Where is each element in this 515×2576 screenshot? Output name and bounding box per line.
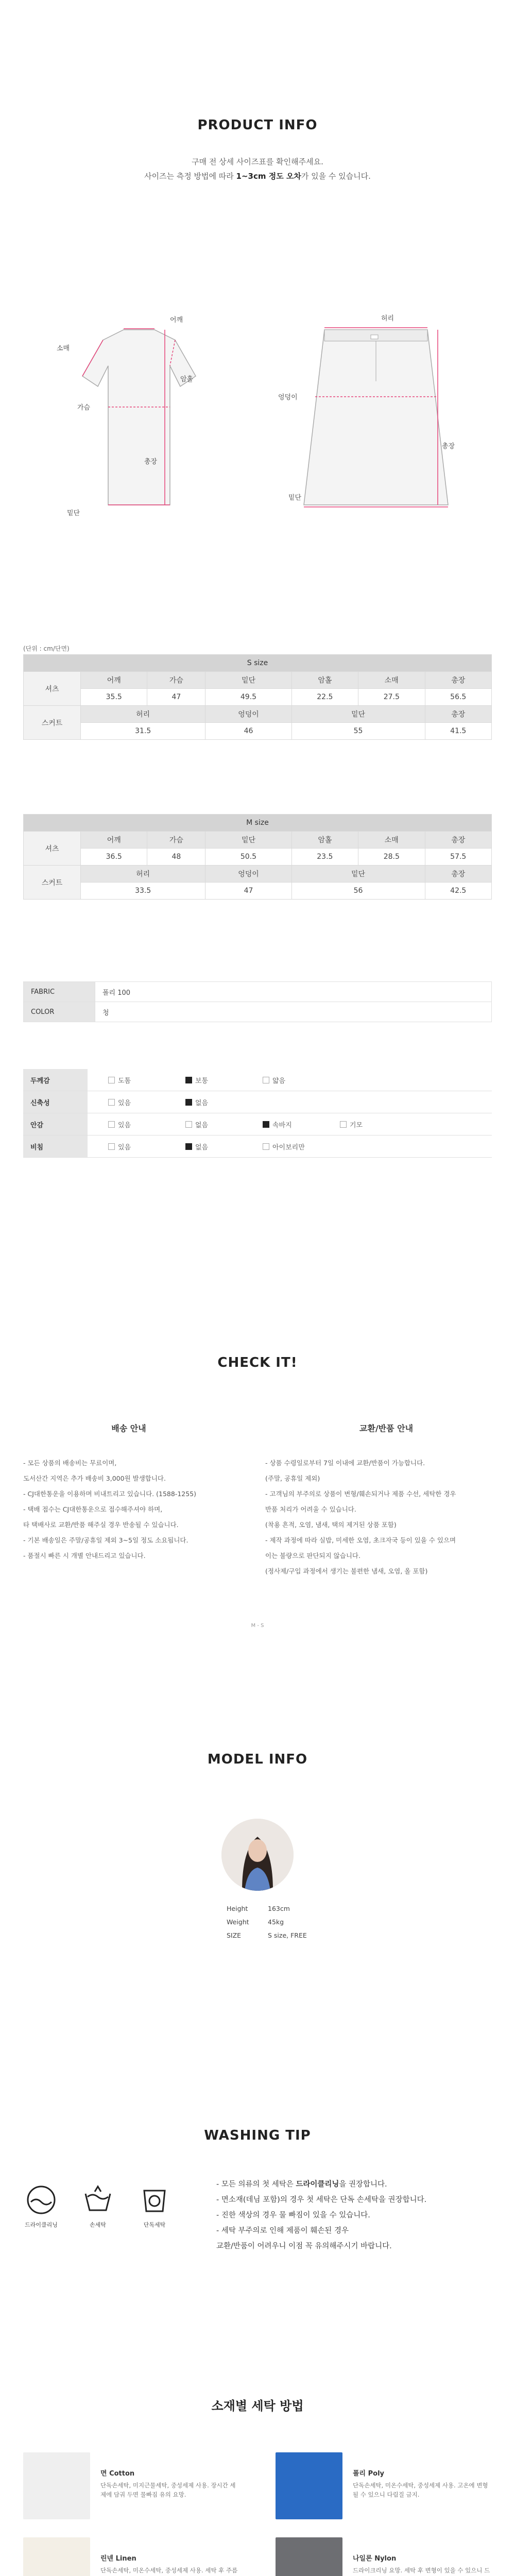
skirt-size-diagram xyxy=(278,309,474,546)
separate-wash-icon xyxy=(134,2184,175,2229)
property-option xyxy=(108,1142,185,1151)
skirt-label-waist: 허리 xyxy=(381,315,394,323)
note-line: (착용 흔적, 오염, 냄새, 택의 제거된 상품 포함) xyxy=(265,1521,397,1529)
fabric-card xyxy=(276,2452,497,2540)
col-header: 어깨 xyxy=(81,832,147,849)
unchecked-box-icon xyxy=(340,1121,347,1128)
delivery-notes xyxy=(23,1455,245,1564)
unchecked-box-icon xyxy=(263,1143,269,1150)
model-info-key: SIZE xyxy=(227,1931,242,1939)
skirt-label-length: 총장 xyxy=(442,443,455,450)
col-header: 암홀 xyxy=(291,832,358,849)
fabric-name: 나일론 Nylon xyxy=(353,2555,397,2563)
col-header: 밑단 xyxy=(291,866,425,883)
property-option-label: 있음 xyxy=(118,1099,131,1107)
model-info-rows xyxy=(227,1902,330,1942)
properties-table xyxy=(23,1069,492,1158)
col-header: 소매 xyxy=(358,672,425,689)
diagram-label-sleeve: 소매 xyxy=(57,345,70,352)
checked-box-icon xyxy=(185,1099,192,1106)
delivery-title: 배송 안내 xyxy=(111,1423,146,1433)
model-info-value: 45kg xyxy=(268,1918,284,1926)
product-info-line2: 사이즈는 측정 방법에 따라 1~3cm 정도 오차가 있을 수 있습니다. xyxy=(144,172,371,181)
size-table-title: M size xyxy=(24,815,492,832)
property-option-label: 보통 xyxy=(195,1077,209,1085)
fabric-desc: 단독손세탁, 미온수세탁, 중성세제 사용. 세탁 후 주름 xyxy=(100,2567,238,2574)
fabric-label: FABRIC xyxy=(24,982,95,1002)
note-line: 반품 처리가 어려울 수 있습니다. xyxy=(265,1505,356,1513)
cell-value: 23.5 xyxy=(291,849,358,866)
cell-value: 22.5 xyxy=(291,689,358,706)
note-line: 이는 불량으로 판단되지 않습니다. xyxy=(265,1552,360,1560)
property-option xyxy=(185,1097,263,1107)
row-label-skirt: 스커트 xyxy=(24,866,81,900)
model-info-row xyxy=(227,1916,330,1929)
note-line: - 택배 접수는 CJ대한통운으로 접수해주셔야 하며, xyxy=(23,1505,163,1513)
cell-value: 28.5 xyxy=(358,849,425,866)
property-option-label: 없음 xyxy=(195,1143,209,1151)
note-line: - 상품 수령일로부터 7일 이내에 교환/반품이 가능합니다. xyxy=(265,1459,425,1467)
cell-value: 27.5 xyxy=(358,689,425,706)
property-option xyxy=(263,1120,340,1129)
property-option-label: 얇음 xyxy=(272,1077,286,1085)
fabric-card xyxy=(23,2452,245,2540)
model-info-key: Height xyxy=(227,1905,248,1912)
property-option-label: 있음 xyxy=(118,1121,131,1129)
row-label-top: 셔츠 xyxy=(24,832,81,866)
property-option xyxy=(185,1142,263,1151)
property-option-label: 기모 xyxy=(350,1121,363,1129)
cell-value: 56.5 xyxy=(425,689,492,706)
fabric-swatch xyxy=(23,2452,90,2519)
skirt-label-hip: 엉덩이 xyxy=(278,394,298,401)
model-photo xyxy=(221,1819,294,1891)
diagram-label-hem: 밑단 xyxy=(67,510,80,517)
fabric-card xyxy=(23,2537,245,2576)
handwash-icon xyxy=(77,2184,118,2229)
cell-value: 49.5 xyxy=(205,689,291,706)
check-it-title: CHECK IT! xyxy=(217,1355,298,1370)
property-row xyxy=(23,1136,492,1158)
col-header: 소매 xyxy=(358,832,425,849)
color-label: COLOR xyxy=(24,1002,95,1022)
row-label-skirt: 스커트 xyxy=(24,706,81,740)
property-option-label: 속바지 xyxy=(272,1121,292,1129)
checked-box-icon xyxy=(185,1143,192,1150)
col-header: 엉덩이 xyxy=(205,706,291,723)
col-header: 어깨 xyxy=(81,672,147,689)
cell-value: 46 xyxy=(205,723,291,740)
checked-box-icon xyxy=(185,1077,192,1083)
fabric-name: 린넨 Linen xyxy=(100,2555,136,2563)
model-info-row xyxy=(227,1929,330,1942)
color-value: 청 xyxy=(95,1002,492,1022)
handwash-label: 손세탁 xyxy=(90,2222,106,2228)
col-header: 총장 xyxy=(425,832,492,849)
property-option-label: 도톰 xyxy=(118,1077,131,1085)
note-line: (주말, 공휴일 제외) xyxy=(265,1475,320,1482)
unchecked-box-icon xyxy=(108,1143,115,1150)
cell-value: 57.5 xyxy=(425,849,492,866)
fabric-desc: 단독손세탁, 미지근물세탁, 중성세제 사용. 장시간 세제에 담궈 두면 물빠짐 유의 요망. xyxy=(100,2482,236,2498)
property-option-label: 있음 xyxy=(118,1143,131,1151)
cell-value: 47 xyxy=(205,883,291,900)
product-info-title: PRODUCT INFO xyxy=(197,117,318,133)
top-size-diagram xyxy=(46,309,232,546)
note-line: - 품절시 빠른 시 개별 안내드리고 있습니다. xyxy=(23,1552,146,1560)
property-option xyxy=(108,1120,185,1129)
note-line: - 모든 상품의 배송비는 무료이며, xyxy=(23,1459,117,1467)
note-line: - 기본 배송일은 주말/공휴일 제외 3~5일 정도 소요됩니다. xyxy=(23,1536,188,1544)
note-line: - 제작 과정에 따라 실밥, 미세한 오염, 초크자국 등이 있을 수 있으며 xyxy=(265,1536,456,1544)
col-header: 총장 xyxy=(425,866,492,883)
diagram-label-chest: 가슴 xyxy=(77,404,91,412)
unchecked-box-icon xyxy=(108,1099,115,1106)
property-option xyxy=(263,1075,340,1085)
row-label-top: 셔츠 xyxy=(24,672,81,706)
cell-value: 48 xyxy=(147,849,205,866)
cell-value: 31.5 xyxy=(81,723,205,740)
product-info-line1: 구매 전 상세 사이즈표를 확인해주세요. xyxy=(192,157,323,166)
fabric-color-table xyxy=(23,981,492,1022)
property-row xyxy=(23,1091,492,1113)
fabric-value: 폴리 100 xyxy=(95,982,492,1002)
diagram-label-armhole: 암홀 xyxy=(180,376,194,383)
diagram-label-shoulder: 어깨 xyxy=(170,316,183,324)
model-info-value: S size, FREE xyxy=(268,1931,307,1939)
page-mark: M - S xyxy=(251,1623,264,1629)
model-info-title: MODEL INFO xyxy=(207,1752,308,1767)
col-header: 총장 xyxy=(425,706,492,723)
model-info-key: Weight xyxy=(227,1918,249,1926)
model-info-row xyxy=(227,1902,330,1916)
property-row xyxy=(23,1069,492,1091)
checked-box-icon xyxy=(263,1121,269,1128)
fabric-name: 폴리 Poly xyxy=(353,2470,385,2478)
col-header: 가슴 xyxy=(147,832,205,849)
col-header: 허리 xyxy=(81,706,205,723)
cell-value: 42.5 xyxy=(425,883,492,900)
col-header: 엉덩이 xyxy=(205,866,291,883)
dryclean-icon xyxy=(21,2184,62,2229)
return-notes xyxy=(265,1455,502,1579)
col-header: 암홀 xyxy=(291,672,358,689)
property-option xyxy=(340,1120,417,1129)
unchecked-box-icon xyxy=(185,1121,192,1128)
model-info-value: 163cm xyxy=(268,1905,290,1912)
property-option-label: 없음 xyxy=(195,1099,209,1107)
note-line: - 고객님의 부주의로 상품이 변형/훼손되거나 제품 수선, 세탁한 경우 xyxy=(265,1490,456,1498)
property-row xyxy=(23,1113,492,1136)
washing-tip-text: - 모든 의류의 첫 세탁은 드라이클리닝을 권장합니다. - 면소재(데님 포함)의 경우 첫 세탁은 단독 손세탁을 권장합니다. - 진한 색상의 경우 물 빠짐이 있을 수 있습니다. - 세탁 부주의로 인해 제품이 훼손된 경우 교환/반품이 어려우니 이점 꼭 유의해주시기 바랍니다. xyxy=(216,2180,427,2250)
cell-value: 36.5 xyxy=(81,849,147,866)
cell-value: 33.5 xyxy=(81,883,205,900)
return-title: 교환/반품 안내 xyxy=(359,1423,414,1433)
model-photo-illustration xyxy=(221,1819,294,1891)
unit-note: (단위 : cm/단면) xyxy=(23,645,70,652)
size-table-s xyxy=(23,654,492,740)
fabric-card xyxy=(276,2537,497,2576)
note-line: (정사제/구입 과정에서 생기는 불편한 냄새, 오염, 올 포함) xyxy=(265,1567,428,1575)
note-line: 도서산간 지역은 추가 배송비 3,000원 발생합니다. xyxy=(23,1475,166,1482)
property-label: 안감 xyxy=(23,1113,88,1136)
col-header: 가슴 xyxy=(147,672,205,689)
col-header: 허리 xyxy=(81,866,205,883)
cell-value: 56 xyxy=(291,883,425,900)
property-option-label: 없음 xyxy=(195,1121,209,1129)
cell-value: 47 xyxy=(147,689,205,706)
fabric-desc: 단독손세탁, 미온수세탁, 중성세제 사용. 고온에 변형될 수 있으니 다림질 금지. xyxy=(353,2482,488,2498)
col-header: 총장 xyxy=(425,672,492,689)
unchecked-box-icon xyxy=(108,1077,115,1083)
cell-value: 55 xyxy=(291,723,425,740)
property-option xyxy=(185,1075,263,1085)
diagram-label-length: 총장 xyxy=(144,458,158,466)
unchecked-box-icon xyxy=(263,1077,269,1083)
property-option xyxy=(185,1120,263,1129)
property-label: 신축성 xyxy=(23,1091,88,1113)
col-header: 밑단 xyxy=(291,706,425,723)
property-option xyxy=(108,1075,185,1085)
fabric-swatch xyxy=(276,2452,342,2519)
note-line: - CJ대한통운을 이용하며 비내트리고 있습니다. (1588-1255) xyxy=(23,1490,197,1498)
cell-value: 35.5 xyxy=(81,689,147,706)
fabric-swatch xyxy=(23,2537,90,2576)
cell-value: 50.5 xyxy=(205,849,291,866)
size-table-m xyxy=(23,814,492,900)
skirt-label-hem: 밑단 xyxy=(288,494,302,502)
fabric-name: 면 Cotton xyxy=(100,2470,135,2478)
fabric-guide-title: 소재별 세탁 방법 xyxy=(211,2399,304,2413)
property-option-label: 아이보리만 xyxy=(272,1143,305,1151)
fabric-swatch xyxy=(276,2537,342,2576)
property-label: 비침 xyxy=(23,1136,88,1158)
property-label: 두께감 xyxy=(23,1069,88,1091)
property-option xyxy=(108,1097,185,1107)
col-header: 밑단 xyxy=(205,672,291,689)
cell-value: 41.5 xyxy=(425,723,492,740)
unchecked-box-icon xyxy=(108,1121,115,1128)
property-option xyxy=(263,1142,340,1151)
note-line: 타 택배사로 교환/반품 해주실 경우 반송될 수 있습니다. xyxy=(23,1521,179,1529)
col-header: 밑단 xyxy=(205,832,291,849)
washing-tip-title: WASHING TIP xyxy=(204,2128,311,2143)
size-table-title: S size xyxy=(24,655,492,672)
dryclean-label: 드라이클리닝 xyxy=(25,2222,58,2228)
separate-wash-label: 단독세탁 xyxy=(143,2222,166,2228)
fabric-desc: 드라이크리닝 요망. 세탁 후 변형이 있을 수 있으니 드 xyxy=(353,2567,490,2574)
